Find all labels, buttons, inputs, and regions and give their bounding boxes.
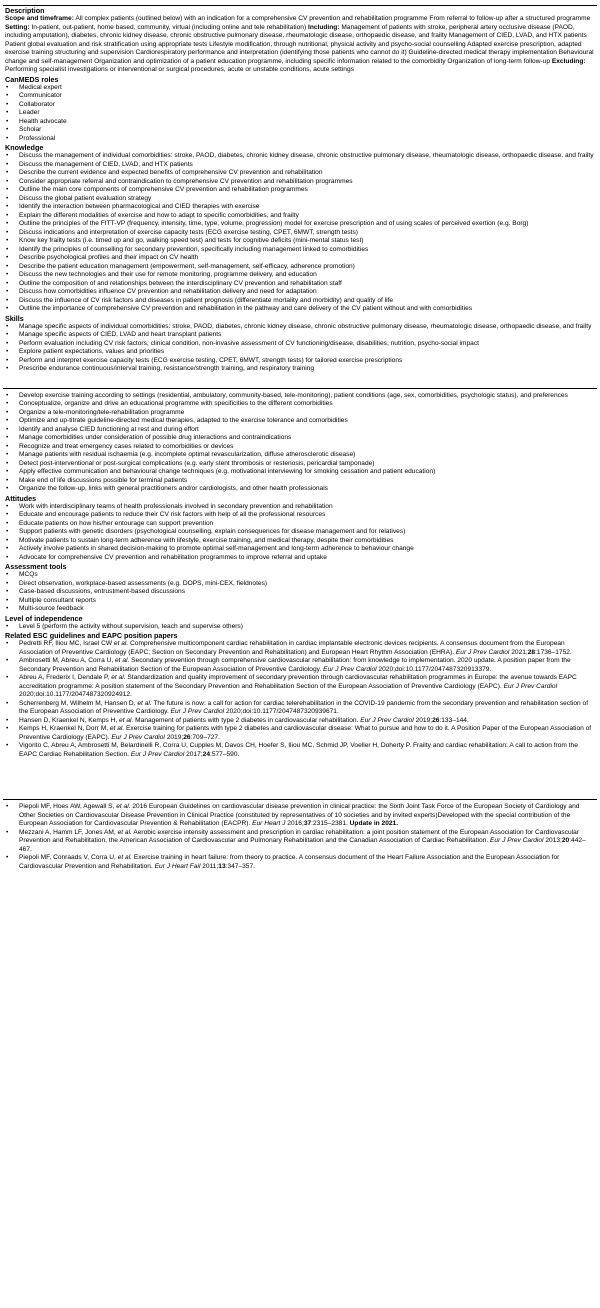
list-item: • Discuss the management of individual comorbidities: stroke, PAOD, diabetes, chronic kidney disease, chronic obstructive pulmonary disease, rheumatologic disease, orthopaedic disease, and frailty xyxy=(5,152,595,161)
list-item: • Perform and interpret exercise capacity tests (ECG exercise testing, CPET, 6MWT, strength tests) for tailored exercise prescriptions xyxy=(5,357,595,366)
list-item: • Educate and encourage patients to reduce their CV risk factors with help of all the professional resources xyxy=(5,511,595,520)
references-heading: Related ESC guidelines and EAPC position papers xyxy=(5,631,178,640)
list-item: • Detect post-interventional or post-surgical complications (e.g. early stent thrombosis or restenosis, pericardial tamponade) xyxy=(5,460,595,469)
list-item: • Support patients with genetic disorders (psychological counselling, explain consequences for disease management and for relatives) xyxy=(5,528,595,537)
list-item: • Apply effective communication and behavioural change techniques (e.g. motivational interviewing for smoking cessation and patient education) xyxy=(5,468,595,477)
excluding-label: Excluding: xyxy=(551,57,586,65)
list-item: • Scholar xyxy=(5,126,595,135)
list-item: • Develop exercise training according to settings (residential, ambulatory, community-based, tele-monitoring), patient conditions (age, sex, comorbidities, psychologic status), and preferences xyxy=(5,392,595,401)
list-item: • Professional xyxy=(5,135,595,144)
reference-item: • Piepoli MF, Hoes AW, Agewall S, et al. 2016 European Guidelines on cardiovascular disease prevention in clinical practice: the Sixth Joint Task Force of the European Society of Cardiology and Other Societies on Cardiovascular Disease Prevention in Clinical Practice (constituted by representatives of 10 societies and by invited experts)Developed with the special contribution of the European Association for Cardiovascular Prevention & Rehabilitation (EACPR). Eur Heart J 2016;37:2315–2381. Update in 2021. xyxy=(5,803,595,829)
reference-item: • Abreu A, Frederix I, Dendale P, et al. Standardization and quality improvement of secondary prevention through cardiovascular rehabilitation programmes in Europe: the avenue towards EAPC accreditation programme: A position statement of the Secondary Prevention and Rehabilitation Section of the European Association of Preventive Cardiology (EAPC). Eur J Prev Cardiol 2020;doi:10.1177/2047487320924912. xyxy=(5,674,595,700)
reference-item: • Hansen D, Kraenkel N, Kemps H, et al. Management of patients with type 2 diabetes in cardiovascular rehabilitation. Eur J Prev Cardiol 2019;26:133–144. xyxy=(5,717,595,726)
reference-item: • Ambrosetti M, Abreu A, Corra U, et al. Secondary prevention through comprehensive cardiovascular rehabilitation: from knowledge to implementation. 2020 update. A position paper from the Secondary Prevention and Rehabilitation Section of the European Association of Preventive Cardiology. Eur J Prev Cardiol 2020;doi:10.1177/2047487320913379. xyxy=(5,657,595,674)
list-item: • Prescribe endurance continuous/interval training, resistance/strength training, and respiratory training xyxy=(5,365,595,374)
reference-item: • Kemps H, Kraenkel N, Dorr M, et al. Exercise training for patients with type 2 diabetes and cardiovascular disease: What to pursue and how to do it. A Position Paper of the European Association of Preventive Cardiology (EAPC). Eur J Prev Cardiol 2019;26:709–727. xyxy=(5,725,595,742)
list-item: • Explain the different modalities of exercise and how to adapt to specific comorbidities, and frailty xyxy=(5,212,595,221)
list-item: • Organize the follow-up, links with general practitioners and/or cardiologists, and other health professionals xyxy=(5,485,595,494)
list-item: • MCQs xyxy=(5,571,595,580)
list-item: • Organize a tele-monitoring/tele-rehabilitation programme xyxy=(5,409,595,418)
list-item: • Perform evaluation including CV risk factors, clinical condition, non-invasive assessment of CV functioning/disease, disabilities, nutrition, psycho-social impact xyxy=(5,340,595,349)
list-item: • Identify the principles of counselling for secondary prevention, specifically including management linked to comorbidities xyxy=(5,246,595,255)
list-item: • Discuss indications and interpretation of exercise capacity tests (ECG exercise testing, CPET, 6MWT, strength tests) xyxy=(5,229,595,238)
knowledge-heading: Knowledge xyxy=(5,143,44,152)
knowledge-list xyxy=(5,152,595,314)
scope-text: All complex patients (outlined below) with an indication for a comprehensive CV prevention and rehabilitation programme From referral to follow-up after a structured programme xyxy=(73,15,591,22)
table-segment-3 xyxy=(3,799,597,871)
description-heading: Description xyxy=(5,6,45,15)
table-segment-1 xyxy=(3,5,597,374)
list-item: • Make end of life discussions possible for terminal patients xyxy=(5,477,595,486)
reference-item: • Mezzani A, Hamm LF, Jones AM, et al. Aerobic exercise intensity assessment and prescription in cardiac rehabilitation: a joint position statement of the European Association for Cardiovascular Prevention and Rehabilitation, the American Association of Cardiovascular and Pulmonary Rehabilitation and the Canadian Association of Cardiac Rehabilitation. Eur J Prev Cardiol 2013;20:442–467. xyxy=(5,829,595,855)
list-item: • Multi-source feedback xyxy=(5,605,595,614)
skills-list-part-1 xyxy=(5,323,595,374)
skills-heading: Skills xyxy=(5,313,24,323)
reference-item: • Scherrenberg M, Wilhelm M, Hansen D, et al. The future is now: a call for action for cardiac telerehabilitation in the COVID-19 pandemic from the secondary prevention and rehabilitation section of the European Association of Preventive Cardiology. Eur J Prev Cardiol 2020;doi:10.1177/2047487320939671. xyxy=(5,700,595,717)
list-item: • Discuss the global patient evaluation strategy xyxy=(5,195,595,204)
list-item: • Conceptualize, organize and drive an educational programme with specificities to the different comorbidities xyxy=(5,400,595,409)
assessment-heading: Assessment tools xyxy=(5,562,67,571)
references-list-part-2 xyxy=(5,803,595,871)
list-item: • Discuss how comorbidities influence CV prevention and rehabilitation delivery and need for adaptation xyxy=(5,288,595,297)
setting-label: Setting: xyxy=(5,23,30,31)
list-item: • Describe the patient education management (empowerment, self-management, self-efficacy, adherence promotion) xyxy=(5,263,595,272)
including-label: Including: xyxy=(307,23,340,31)
canmeds-list xyxy=(5,84,595,144)
scope-label: Scope and timeframe: xyxy=(5,15,74,22)
list-item: • Outline the composition of and relationships between the interdisciplinary CV prevention and rehabilitation staff xyxy=(5,280,595,289)
reference-item: • Pedretti RF, Iliou MC, Israel CW et al. Comprehensive multicomponent cardiac rehabilitation in cardiac implantable electronic devices recipients. A consensus document from the European Association of Preventive Cardiology (EAPC; Section on Secondary Prevention and Rehabilitation) and European Heart Rhythm Association (EHRA). Eur J Prev Cardiol 2021;28:1736–1752. xyxy=(5,640,595,657)
list-item: • Multiple consultant reports xyxy=(5,597,595,606)
list-item: • Consider appropriate referral and contraindication to comprehensive CV prevention and rehabilitation programmes xyxy=(5,178,595,187)
reference-item: • Piepoli MF, Conraads V, Corra U, et al. Exercise training in heart failure: from theory to practice. A consensus document of the Heart Failure Association and the European Association for Cardiovascular Prevention and Rehabilitation. Eur J Heart Fail 2011;13:347–357. xyxy=(5,854,595,871)
list-item: • Leader xyxy=(5,109,595,118)
list-item: • Manage specific aspects of CIED, LVAD and heart transplant patients xyxy=(5,331,595,340)
independence-list xyxy=(5,623,595,632)
list-item: • Recognize and treat emergency cases related to comorbidities or devices xyxy=(5,443,595,452)
setting-text: In-patient, out-patient, home based, community, virtual (including online and tele rehabilitation) xyxy=(29,23,308,31)
assessment-list xyxy=(5,571,595,614)
list-item: • Optimize and up-titrate guideline-directed medical therapies, adapted to the exercise tolerance and comorbidities xyxy=(5,417,595,426)
list-item: • Identify and analyse CIED functioning at rest and during effort xyxy=(5,426,595,435)
list-item: • Actively involve patients in shared decision-making to promote optimal self-management and long-term adherence to behaviour change xyxy=(5,545,595,554)
list-item: • Know key frailty tests (i.e. timed up and go, walking speed test) and tests for cognitive deficits (mini-mental status test) xyxy=(5,237,595,246)
including-text: Management of patients with stroke, peripheral artery occlusive disease (PAOD, including amputation), diabetes, chronic kidney disease, chronic obstructive pulmonary disease, rheumatologic disease, orthopaedic disease, and frailty Management of CIED, LVAD, and HTX patients Patient global evaluation and risk stratification using appropriate tests Lifestyle modification, through nutritional, physical activity and psycho-social counselling Adapted exercise prescription, adapted exercise training structuring and supervision Cardiorespiratory performance and interpretation (identifying those patients who cannot do it) Guideline-directed medical therapy implementation Behavioural change and self-management Organization and optimization of a patient education programme, including specific information related to the comorbidity Organization of long-term follow-up xyxy=(5,23,594,65)
list-item: • Outline the principles of the FITT-VP (frequency, intensity, time, type, volume, progression) model for exercise prescription and of using scales of perceived exertion (e.g. Borg) xyxy=(5,220,595,229)
list-item: • Level 5 (perform the activity without supervision, teach and supervise others) xyxy=(5,623,595,632)
list-item: • Case-based discussions, entrustment-based discussions xyxy=(5,588,595,597)
list-item: • Discuss the management of CIED, LVAD, and HTX patients xyxy=(5,161,595,170)
list-item: • Advocate for comprehensive CV prevention and rehabilitation programmes to improve referral and uptake xyxy=(5,554,595,563)
skills-list-part-2 xyxy=(5,392,595,494)
list-item: • Collaborator xyxy=(5,101,595,110)
list-item: • Direct observation, workplace-based assessments (e.g. DOPS, mini-CEX, fieldnotes) xyxy=(5,580,595,589)
canmeds-heading: CanMEDS roles xyxy=(5,74,59,84)
list-item: • Medical expert xyxy=(5,84,595,93)
excluding-text: Performing specialist investigations or interventional or surgical procedures, acute or unstable conditions, acute settings xyxy=(5,66,354,73)
list-item: • Motivate patients to sustain long-term adherence with lifestyle, exercise training, and medical therapy, despite their comorbidities xyxy=(5,537,595,546)
table-segment-2 xyxy=(3,388,597,760)
attitudes-heading: Attitudes xyxy=(5,493,37,503)
list-item: • Work with interdisciplinary teams of health professionals involved in secondary prevention and rehabilitation xyxy=(5,503,595,512)
list-item: • Identify the interaction between pharmacological and CIED therapies with exercise xyxy=(5,203,595,212)
list-item: • Educate patients on how his/her entourage can support prevention xyxy=(5,520,595,529)
attitudes-list xyxy=(5,503,595,563)
list-item: • Manage specific aspects of individual comorbidities: stroke, PAOD, diabetes, chronic kidney disease, chronic obstructive pulmonary disease, rheumatologic disease, orthopaedic disease, and frailty xyxy=(5,323,595,332)
list-item: • Describe psychological profiles and their impact on CV health xyxy=(5,254,595,263)
list-item: • Explore patient expectations, values and priorities xyxy=(5,348,595,357)
list-item: • Describe the current evidence and expected benefits of comprehensive CV prevention and rehabilitation xyxy=(5,169,595,178)
document-page xyxy=(3,5,597,871)
list-item: • Manage comorbidities under consideration of possible drug interactions and contraindications xyxy=(5,434,595,443)
list-item: • Discuss the influence of CV risk factors and diseases in patient prognosis (differentiate mortality and morbidity) and quality of life xyxy=(5,297,595,306)
list-item: • Health advocate xyxy=(5,118,595,127)
list-item: • Outline the main core components of comprehensive CV prevention and rehabilitation programmes xyxy=(5,186,595,195)
list-item: • Outline the importance of comprehensive CV prevention and rehabilitation in the pathway and care delivery of the CV patient without and with comorbidities xyxy=(5,305,595,314)
list-item: • Communicator xyxy=(5,92,595,101)
scope-paragraph xyxy=(5,15,595,75)
reference-item: • Vigorito C, Abreu A, Ambrosetti M, Belardinelli R, Corra U, Cupples M, Davos CH, Hoefer S, Iliou MC, Schmid JP, Voeller H, Doherty P. Frailty and cardiac rehabilitation: A call to action from the EAPC Cardiac Rehabilitation Section. Eur J Prev Cardiol 2017;24:577–590. xyxy=(5,742,595,759)
references-list-part-1 xyxy=(5,640,595,759)
list-item: • Manage patients with residual ischaemia (e.g. incomplete optimal revascularization, diffuse atherosclerotic disease) xyxy=(5,451,595,460)
independence-heading: Level of independence xyxy=(5,613,83,623)
list-item: • Discuss the new technologies and their use for remote monitoring, programme delivery, and education xyxy=(5,271,595,280)
